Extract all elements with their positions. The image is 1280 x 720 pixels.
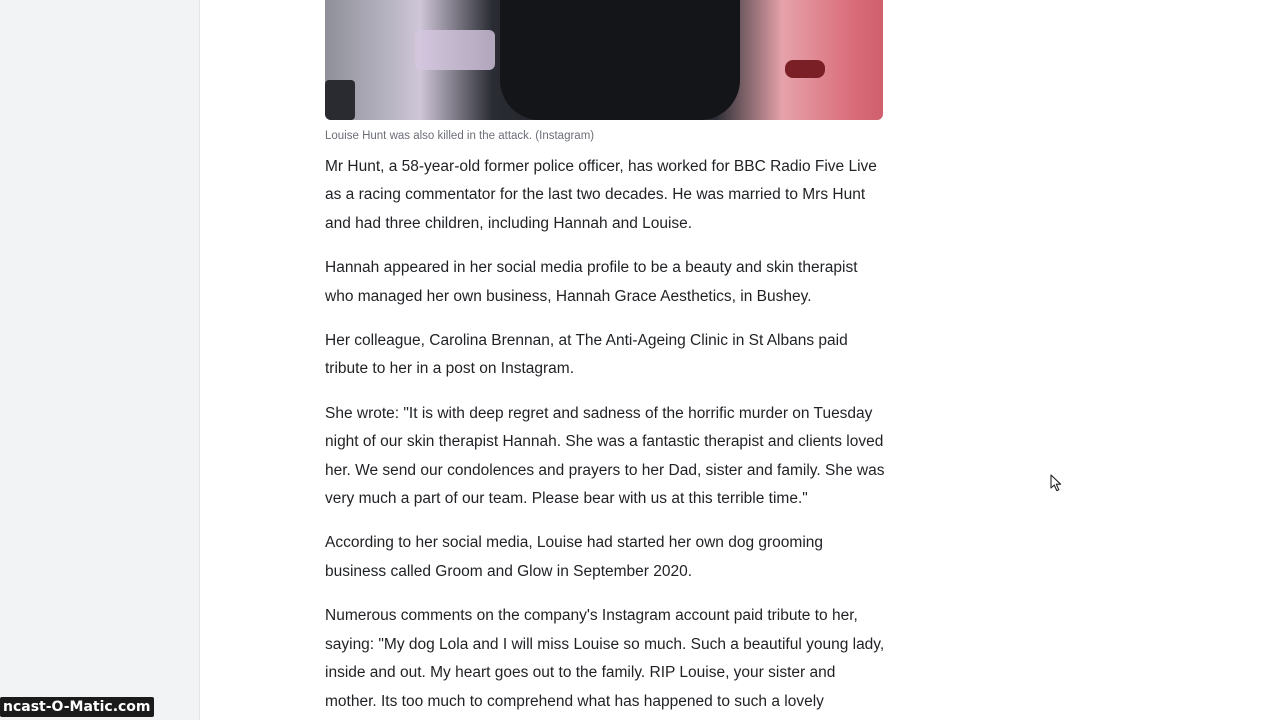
left-sidebar [0, 0, 200, 720]
article-paragraph: According to her social media, Louise had started her own dog grooming business called Groom and Glow in September 2020. [325, 534, 824, 580]
photo-detail [415, 30, 495, 70]
article-paragraph: Her colleague, Carolina Brennan, at The Anti-Ageing Clinic in St Albans paid tribute to her in a post on Instagram. [325, 332, 848, 378]
article-paragraph: Mr Hunt, a 58-year-old former police officer, has worked for BBC Radio Five Live as a racing commentator for the last two decades. He was married to Mrs Hunt and had three children, including Hannah and Louise. [325, 158, 877, 232]
article-photo [325, 0, 883, 120]
photo-detail [325, 80, 355, 120]
photo-detail [500, 0, 740, 120]
article-paragraph: Numerous comments on the company's Instagram account paid tribute to her, saying: "My dog Lola and I will miss Louise so much. Such a beautiful young lady, inside and out. My heart goes out to the family. RIP Louise, your sister and mother. Its too much to comprehend what has happened to such a lovely [325, 607, 885, 710]
photo-detail [785, 60, 825, 78]
photo-caption: Louise Hunt was also killed in the attack. (Instagram) [325, 130, 595, 142]
mouse-pointer-icon [1050, 474, 1064, 492]
recorder-watermark: ncast-O-Matic.com [0, 697, 154, 717]
article-paragraph: She wrote: "It is with deep regret and sadness of the horrific murder on Tuesday night of our skin therapist Hannah. She was a fantastic therapist and clients loved her. We send our condolences and prayers to her Dad, sister and family. She was very much a part of our team. Please bear with us at this terrible time." [325, 404, 885, 508]
article-body [325, 0, 885, 716]
article-paragraph: Hannah appeared in her social media profile to be a beauty and skin therapist who managed her own business, Hannah Grace Aesthetics, in Bushey. [325, 259, 858, 305]
